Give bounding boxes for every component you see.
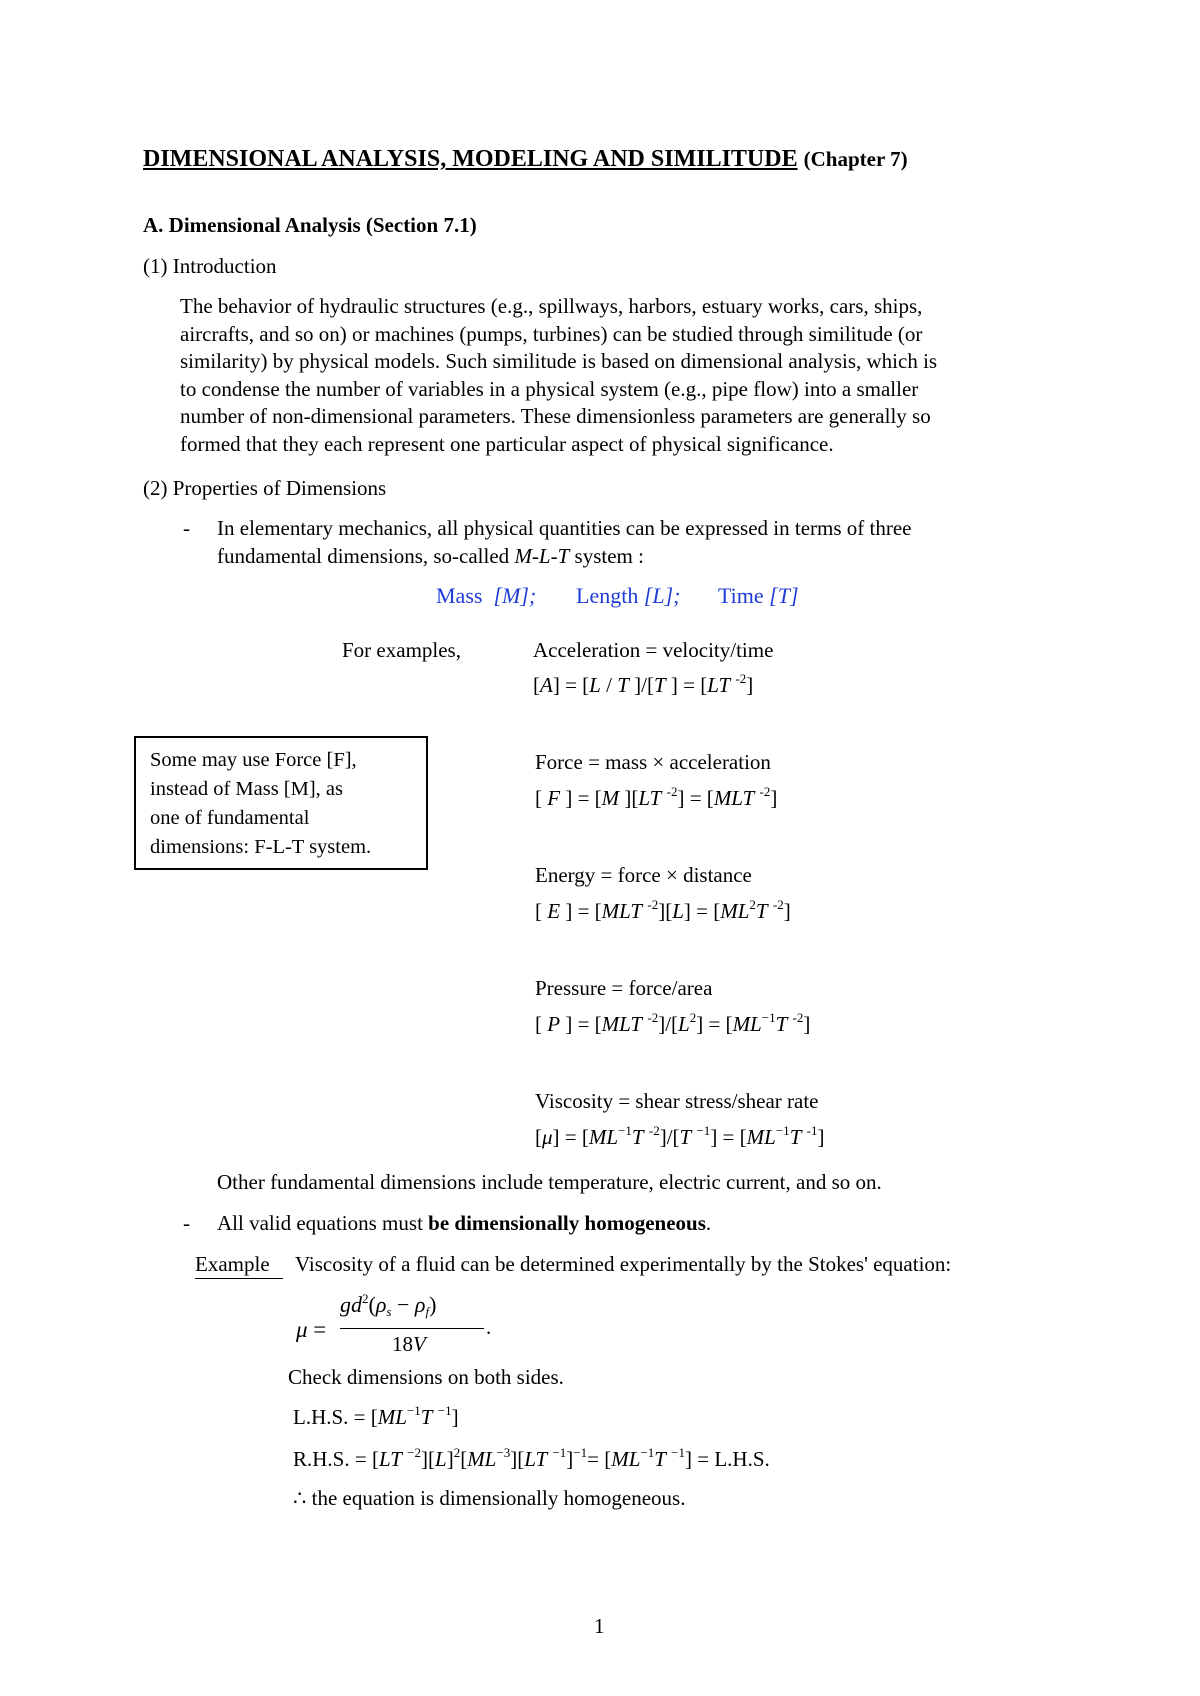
for-examples-label: For examples, [342,638,461,662]
bullet1-line2-pre: fundamental dimensions, so-called [217,544,515,568]
time-label: Time [718,583,764,608]
time-symbol: [T] [769,583,799,608]
example-underline [195,1278,283,1279]
conclusion-text: ∴ the equation is dimensionally homogeneous. [293,1486,686,1510]
length-label: Length [576,583,639,608]
eq-acceleration: [A] = [L / T ]/[T ] = [LT $^{-2}$] [533,671,754,697]
eq-stokes-period: . [486,1315,492,1339]
bullet2-pre: All valid equations must [217,1211,429,1235]
eq-pressure: [ P ] = [MLT $^{-2}]/[L^2] = [ML^{-1}T$ $^{-2}$] [535,1010,811,1036]
eq-lhs: L.H.S. = [$ML^{-1}T$ $^{-1}$] [293,1403,459,1429]
page-number: 1 [594,1614,605,1638]
intro-line: number of non-dimensional parameters. These dimensionless parameters are generally so [180,404,931,428]
mass-symbol: [M]; [493,583,537,608]
example-acceleration: Acceleration = velocity/time [533,638,774,662]
title-main: DIMENSIONAL ANALYSIS, MODELING AND SIMILITUDE [143,146,798,172]
check-dimensions: Check dimensions on both sides. [288,1365,564,1389]
side-note-line: one of fundamental [150,807,310,829]
mlt-system: M-L-T [514,544,570,568]
page-title [143,146,908,173]
eq-viscosity: $[\mu] = [ML^{-1}T$ $^{-2}$]/[T $^{-1}] = [ML^{-1}T$ $^{-1}$] [535,1123,825,1149]
fundamental-mass [436,583,536,609]
side-note-box [134,736,428,870]
bullet1-line1: In elementary mechanics, all physical quantities can be expressed in terms of three [217,516,912,540]
example-force: Force = mass × acceleration [535,750,771,774]
stokes-denominator: 18V [392,1332,426,1356]
intro-line: The behavior of hydraulic structures (e.g., spillways, harbors, estuary works, cars, ships, [180,294,923,318]
bullet1-line2 [217,542,644,570]
other-dimensions-text: Other fundamental dimensions include temperature, electric current, and so on. [217,1170,882,1194]
section-a-heading: A. Dimensional Analysis (Section 7.1) [143,213,477,237]
bullet-dash: - [183,516,190,540]
example-label: Example [195,1252,270,1276]
example-pressure: Pressure = force/area [535,976,713,1000]
lhs-label: L.H.S. = [293,1405,371,1429]
eq-stokes-lhs: μ = [296,1317,327,1342]
bullet-dash-2: - [183,1211,190,1235]
bullet1-line2-post: system : [569,544,644,568]
bullet2-bold: be dimensionally homogeneous [428,1211,706,1235]
intro-paragraph [180,293,1080,458]
example-energy: Energy = force × distance [535,863,752,887]
eq-energy: [ E ] = [MLT $^{-2}][L] = [ML^2T$ $^{-2}$] [535,897,791,923]
example-text: Viscosity of a fluid can be determined experimentally by the Stokes' equation: [295,1252,952,1276]
length-symbol: [L]; [643,583,681,608]
bullet2-post: . [705,1211,712,1235]
intro-line: to condense the number of variables in a physical system (e.g., pipe flow) into a smaller [180,376,919,401]
side-note-line: dimensions: F-L-T system. [150,836,372,858]
mass-label: Mass [436,583,483,608]
side-note-line: instead of Mass [M], as [150,778,344,800]
title-chapter: (Chapter 7) [803,147,908,171]
example-viscosity: Viscosity = shear stress/shear rate [535,1089,819,1113]
stokes-numerator: $gd^2(\rho_s - \rho_f)$ [340,1291,437,1319]
intro-heading: (1) Introduction [143,254,277,278]
properties-heading: (2) Properties of Dimensions [143,476,387,500]
intro-line: similarity) by physical models. Such similitude is based on dimensional analysis, which is [180,349,938,373]
bullet2-text [217,1209,711,1237]
fraction-bar [340,1328,484,1329]
side-note-line: Some may use Force [F], [150,749,357,771]
eq-force: [ F ] = [M ][LT $^{-2}$] = [MLT $^{-2}$] [535,784,778,810]
fundamental-time [718,583,799,609]
intro-line: formed that they each represent one particular aspect of physical significance. [180,431,834,456]
rhs-end: = L.H.S. [692,1447,770,1471]
rhs-label: R.H.S. = [293,1447,372,1471]
fundamental-length [576,583,681,609]
intro-line: aircrafts, and so on) or machines (pumps, turbines) can be studied through similitude (or [180,321,923,346]
eq-rhs: R.H.S. = [LT $^{-2}][L]^2[ML^{-3}][LT$ $^{-1}]^{-1}= [ML^{-1}T$ $^{-1}$] = L.H.S. [293,1445,770,1471]
